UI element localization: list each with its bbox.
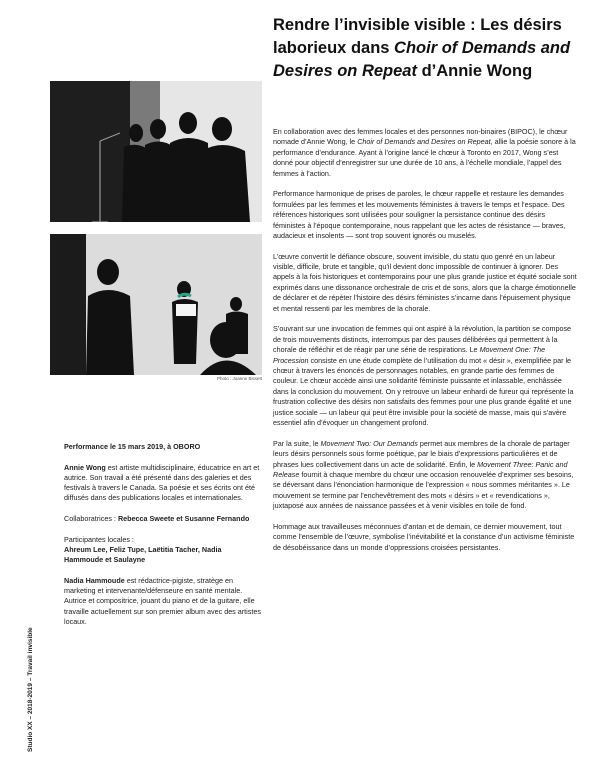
paragraph-intro <box>273 127 577 179</box>
running-footer: Studio XX – 2018-2019 – Travail invisible <box>27 627 34 752</box>
participants <box>64 535 262 566</box>
collaborators-names: Rebecca Sweete et Susanne Fernando <box>117 514 250 524</box>
participants-names: Ahreum Lee, Feliz Tupe, Laëtitia Tacher, Nadia Hammoude et Saulayne <box>64 544 222 565</box>
paragraph-6: Hommage aux travailleuses méconnues d’antan et de demain, ce dernier mouvement, tout comme l’ensemble de l’œuvre, symbolise l’inévitabilité et la constance d’un activisme féministe de désobéissance dans un monde d’oppressions croisées persistantes. <box>273 521 575 552</box>
paragraph-3: L’œuvre convertit le défiance obscure, souvent invisible, du statu quo genré en un labeur visible, difficile, brute et tangible, qu’il devient donc impossible de continuer à ignorer. Des appels à la fois historiques et contemporains pour une plus grande justice et équité sociale sont exprimés dans une dissonance orchestrale de cris et de sons, alors que la charge émotionnelle de déclarer et de répéter l’histoire des désirs féministes s’incarne dans l’épuisement physique et mental ressenti par les membres de la chorale. <box>273 251 577 313</box>
artist-bio-text: est artiste multidisciplinaire, éducatrice en art et autrice. Son travail a été présenté dans des galeries et des festivals à travers le Canada. Sa poésie et ses écrits ont été diffusés dans des publications locales et internationales. <box>64 462 260 503</box>
nadia-name: Nadia Hammoude <box>64 575 125 585</box>
participants-label: Participantes locales : <box>64 534 134 544</box>
p4-text-a: S’ouvrant sur une invocation de femmes qui ont aspiré à la révolution, la partition se compose de trois mouvements distincts, interrompus par des pauses délibérées qui permettent à la chorale de réfléchir et de réagir par une série de respirations. Le <box>273 324 572 355</box>
p1-text-c: , allie la poésie sonore à la performance d’endurance. Ayant à l’origine lancé le chœur à Toronto en 2017, Wong s’est donné pour objectif d’enregistrer sur une durée de 10 ans, à l’échelle mondiale, l’appel des femmes à l’action. <box>273 137 576 178</box>
paragraph-5 <box>273 439 577 512</box>
article-body <box>273 127 577 563</box>
collaborators-label: Collaboratrices : <box>64 514 118 524</box>
artist-bio <box>64 463 262 504</box>
paragraph-2: Performance harmonique de prises de paroles, le chœur rappelle et restaure les demandes formulées par les femmes et les mouvements féministes à travers le temps et l’espace. Des références historiques sont utilisées pour souligner la persistance continue des désirs féministes à l’époque contemporaine, nous rappelant que les actes de résistance — braves, audacieux et insolents — sont trop souvent ignorés ou muselés. <box>273 189 566 240</box>
collaborators <box>64 514 262 524</box>
nadia-bio-text: est rédactrice-pigiste, stratège en marketing et intervenante/défenseure en santé mentale. Autrice et compositrice, jouant du piano et de la guitare, elle travaille actuellement sur son premier album avec des artistes locaux. <box>64 575 261 627</box>
p4-movement-one: Movement One: The Procession <box>273 345 546 365</box>
p4-text-c: consiste en une étude complète de l’utilisation du mot « désir », exemplifiée par le chœur à travers les énoncés de personnages notables, en grande partie des femmes de couleur. Le chœur accède ainsi une solidarité féministe puissante et inlassable, enchâssée dans la conclusion du mouvement. On y retrouve un labeur enhardi de fureur qui représente la frustration collective des désirs non satisfaits des femmes pour une plus grande égalité et une justice sociale — un labeur qui peut être invisible pour la société de masse, mais qui s’avère essentiel afin d’évoquer un changement profond. <box>273 355 574 428</box>
choir-photo-top-image <box>50 81 262 222</box>
performance-date-text: Performance le 15 mars 2019, à OBORO <box>64 442 201 451</box>
title-work-name: Choir of Demands and Desires on Repeat <box>273 39 571 80</box>
p1-text-a: En collaboration avec des femmes locales et des personnes non-binaires (BIPOC), le chœur nomade d’Annie Wong, le <box>273 127 568 147</box>
paragraph-4 <box>273 324 577 428</box>
photo-credit: Photo : Joanne Bissett <box>216 376 262 381</box>
nadia-bio <box>64 576 262 627</box>
p5-movement-two: Movement Two: Our Demands <box>320 438 418 448</box>
p1-work-title: Choir of Demands and Desires on Repeat <box>357 137 491 147</box>
p5-movement-three: Movement Three: Panic and Release <box>273 459 568 479</box>
photo-block <box>50 78 262 384</box>
title-part1: Rendre l’invisible visible : Les désirs laborieux dans <box>273 16 562 57</box>
title-part2: d’Annie Wong <box>416 62 533 80</box>
choir-photo-top <box>50 81 262 222</box>
choir-photo-bottom <box>50 234 262 375</box>
p5-text-a: Par la suite, le <box>273 438 321 448</box>
p5-text-e: fournit à chaque membre du chœur une occasion renouvelée d’exprimer ses besoins, se déversant dans l’énonciation harmonique de l’expression « nous sommes méritantes ». Le mouvement se termine par l’enchevêtrement des mots « désirs » et « revendications », juxtaposé aux années de naissance passées et à venir visibles en toile de fond. <box>273 469 574 511</box>
sidebar-info <box>64 442 262 638</box>
performance-date <box>64 442 262 452</box>
choir-photo-bottom-image <box>50 234 262 375</box>
artist-name: Annie Wong <box>64 462 106 472</box>
p5-text-c: permet aux membres de la chorale de partager leurs désirs personnels sous forme poétique, par le biais d’expressions particulières et de phrases lues collectivement dans un acte de solidarité. Enfin, le <box>273 438 570 469</box>
article-title <box>273 14 573 83</box>
